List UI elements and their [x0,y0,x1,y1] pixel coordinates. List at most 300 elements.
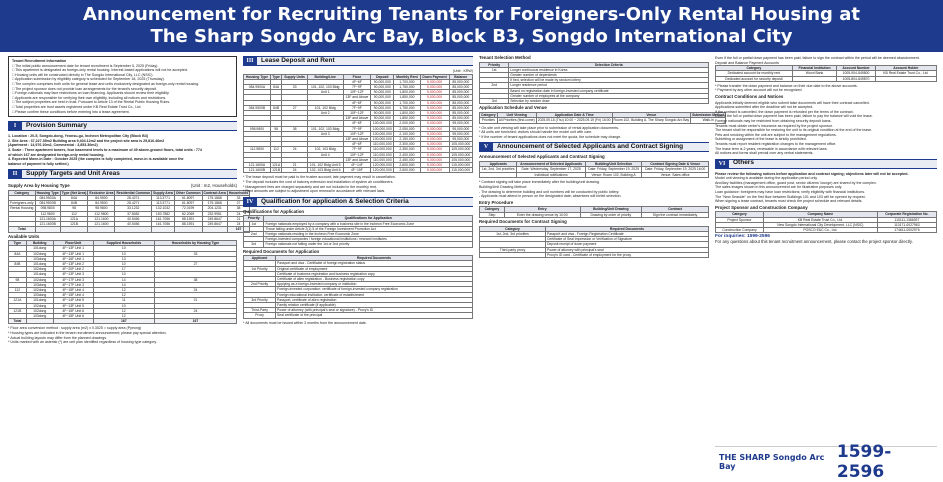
table-cell: 10F~12F [343,131,371,136]
table-cell: 98 [9,277,27,282]
table-cell: 2,050,000 [394,126,420,131]
table-cell: 72.0199 [174,206,202,211]
table-cell: 4F~14F Unit 5 [53,298,93,303]
table-cell: 85,000,000 [449,95,472,100]
column-header: Financial Institution [792,66,836,71]
text-line: - The drawing to determine building and unit numbers will be conducted by public lottery. [479,189,620,194]
footer-bar [715,441,937,482]
column-header: Supply Units [282,74,307,79]
table-cell: 167 [154,319,236,324]
text-line: 4. Expected Move-in Date : October 2025 (the complex is fully completed, move-in is available once the [8,157,184,162]
table-row [480,212,709,218]
table-cell: 37.8082 [115,211,152,216]
column-header: Residential Common [116,190,151,195]
text-line: * Floor area conversion method : supply area (m2) x 0.3025 = supply area (Pyeong) [8,326,142,331]
text-line: □ The subject properties are held in trust. Pursuant to Article 13 of the Rental Public Housing Rules. [12,100,171,105]
column-header: Required Documents [276,256,473,261]
table-cell [480,172,517,178]
column-header: Building/Line [307,74,343,79]
supply-area-caption [8,182,237,190]
table-cell: 1st Priority [244,266,276,271]
table-cell: 232.9951 [202,211,227,216]
table-cell: Individual notifications [517,172,585,178]
table-cell: Venue: Room 102, Building A [585,172,642,178]
title-line-2: The Sharp Songdo Arc Bay, Block B3, Songdo International City [150,26,793,47]
table-cell: 4F~15F Unit 4 [53,293,93,298]
table-cell: 10 [93,272,154,277]
section-number: VI [715,159,729,169]
table-row [9,211,250,216]
table-cell: 4F~15F Unit 6 [53,313,93,318]
table-cell: 103dong [26,256,53,261]
table-cell [53,319,93,324]
column-header: Floor/Unit [53,241,93,246]
contact-phone-number[interactable]: 1599-2596 [836,441,892,482]
table-cell: Foreign-invested companies / foreign educational institutions / research institutes [264,237,473,242]
table-cell: 10 [93,251,154,256]
table-cell: Seal certificate of the principal [276,313,473,318]
column-header: Category [480,207,505,212]
required-documents-table [243,255,473,318]
table-cell: 24 [154,287,236,292]
table-cell: 10F~12F [343,90,371,95]
table-cell: 7F~9F [343,147,371,152]
inquiry-box [715,235,937,244]
text-line: □ Applicants are responsible for verifying their own eligibility, including all notices and restrictions. [12,95,167,100]
table-row [244,313,473,318]
table-cell: 28.4271 [115,201,152,206]
text-line: □ Foreign nationals may face restrictions on loan financing. Applicants should review their eligibility. [12,91,170,96]
text-line: * The deposit includes the cost of balcony extension and installation of system air conditioners. [243,180,394,185]
table-cell [875,76,936,81]
table-cell: 4F~6F [343,121,371,126]
table-cell: 110,000,000 [371,147,394,152]
text-line: Model unit viewing is available during the application period only. [715,176,818,181]
text-line: □ The initial public announcement date for tenant recruitment is September 5, 2025 (Friday). [12,63,159,68]
documents-note: * All documents must be issued within 3 months from the announcement date. [243,320,367,325]
table-cell: Foreign nationals residing in the Incheon Free Economic Zone [264,232,473,237]
table-cell: 167 [93,319,154,324]
text-line: * Contract signing will take place immediately after the building/unit drawing. [479,180,600,185]
text-line: * Housing types are indicated in the tenant recruitment announcement; please pay special attention. [8,330,167,335]
table-cell: 33 [282,85,307,90]
section-title: Lease Deposit and Rent [261,56,335,64]
text-line: Subletting or assignment of the lease is strictly prohibited. [715,137,807,142]
table-cell: 12 [93,287,154,292]
table-cell: 1,700,000 [394,100,420,105]
table-cell [174,227,202,232]
text-line: □ The complex comprises both units for general lease and units exclusively designated as foreign-only rental housing. [12,81,200,86]
column-header: Supplied Households [93,241,154,246]
column-header: Account Number [837,66,876,71]
table-row [244,147,473,152]
account-notes [715,84,937,93]
table-cell: 7F~9F [343,126,371,131]
table-row [244,168,473,173]
column-2 [243,56,473,476]
announcement-header [0,0,943,52]
text-line: Deposit and Balance Payment Accounts [715,60,779,65]
table-cell: 27 [154,261,236,266]
unit-note: (Unit : m2, Households) [190,183,237,189]
table-cell: 105,000,000 [449,147,472,152]
table-cell: 100,000,000 [371,131,394,136]
table-cell: 121A [272,163,281,168]
schedule-title: Application Schedule and Venue [479,105,547,111]
table-cell: 84A [9,251,27,256]
text-line: The "New Seaside" on the first floor between Buildings 101 and 103 will be opened by request. [715,194,866,199]
table-cell: 121B [9,308,27,313]
table-cell: 10 [93,246,154,251]
text-line: □ The project sponsor does not provide loan arrangements for the tenant's security deposit. [12,86,158,91]
table-cell: 105,000,000 [449,157,472,162]
column-header: Building/Unit Selection [585,161,642,166]
table-cell: 1,700,000 [394,79,420,84]
table-cell: 249.8647 [202,222,227,227]
table-cell: 1005-804-849870 [837,76,876,81]
text-line: The lease term is 2 years, renewable in accordance with relevant laws. [715,146,828,151]
column-header: Balance [449,74,472,79]
table-cell: 1,750,000 [394,105,420,110]
column-header: Category [9,190,36,195]
section-announcement [479,142,709,152]
table-cell: 5,000,000 [420,79,449,84]
table-cell: Foreign-invested corporation: certificate of foreign-invested company registration [276,287,473,292]
table-cell: 2,100,000 [394,131,420,136]
column-header: Corporate Registration No. [877,212,936,217]
table-cell: 115,000,000 [449,163,472,168]
table-cell: 101, 102 Bldg Unit 5 [307,163,343,168]
text-line: The sales images shown in this announcement are for illustrative purposes only. [715,185,843,190]
table-cell: Venue: Sales office [642,172,709,178]
table-cell: 1st, 2nd, 3rd priorities [480,231,546,236]
schedule-table [479,112,726,124]
table-cell: Greater number of employees at the company [509,93,709,98]
table-cell: Longer continuous residence in Korea [509,67,709,72]
table-cell: 90,000,000 [371,79,394,84]
table-cell: 17 [93,267,154,272]
table-cell: 101dong [26,298,53,303]
text-line: All notices and forms shall prevail over any verbal statements. [715,151,814,156]
lease-notes [243,175,473,193]
table-cell: 4F~15F Unit 4 [53,287,93,292]
table-cell: 101, 102, 103 Bldg [307,85,343,90]
table-cell: Sign the contract immediately [642,212,709,218]
table-cell: 10 [93,303,154,308]
table-cell: 12 [93,308,154,313]
sponsor-table [715,211,937,233]
table-cell: 115,000,000 [449,168,472,173]
available-units-table [8,240,237,324]
table-cell: 5,000,000 [420,95,449,100]
table-cell: 4F~13F Unit 5 [53,303,93,308]
table-cell: 103dong [26,293,53,298]
text-line: When signing a lease contract, tenants must check the project schedule and relevant details. [715,199,863,204]
lease-unit-note: (Unit : KRW) [452,69,473,73]
table-cell: 90,000,000 [371,85,394,90]
sponsor-title: Project Sponsor and Construction Company [715,204,808,210]
column-header: Applicant [244,256,276,261]
table-cell: 61.8097 [174,201,202,206]
text-line: Applications submitted after the deadline will not be accepted. [715,105,814,110]
section-title: Others [733,159,754,167]
column-1 [8,56,249,476]
table-cell: 121.1600 [88,216,115,221]
text-line: * Rent amounts are subject to adjustment upon renewal in accordance with relevant laws. [243,189,386,194]
table-cell [115,227,152,232]
table-cell: 2,000,000 [394,121,420,126]
table-cell: Total [9,319,27,324]
table-cell: 4F~6F [343,79,371,84]
announcement-subtitle: Announcement of Selected Applicants and Contract Signing [479,154,605,160]
table-cell: 98 [270,126,282,131]
table-cell: Greater number of dependents [509,73,709,78]
column-header: Monthly Rent [394,74,420,79]
table-cell: 5,000,000 [420,147,449,152]
table-cell: 102dong [26,303,53,308]
column-header: Type [9,241,27,246]
column-header: Account Holder [875,66,936,71]
table-cell: 90,000,000 [371,90,394,95]
table-cell: 38 [154,277,236,282]
column-header: Floor [343,74,371,79]
table-cell: Third-party proxy [480,247,546,252]
text-line: * The lease deposit must be paid to the trustee account; late payment may result in cancellation. [243,175,396,180]
table-cell: Original certificate of employment [276,266,473,271]
total-row [9,227,250,232]
table-cell: 13F and Above [343,157,371,162]
table-cell: 88.1591 [174,216,202,221]
section-title: Supply Targets and Unit Areas [26,169,120,177]
table-cell: 5,000,000 [420,111,449,116]
text-line: - Applicants must attend in person on the designated date; absentees will forfeit selection. [479,194,622,199]
table-cell: Proxy [244,313,276,318]
text-line: □ Please confirm these conditions before entering into a lease agreement. [12,109,130,114]
table-cell [202,227,227,232]
column-header: Applicants [480,161,517,166]
text-line: 2. Site Area : 37,227.35m2 Building area 9,404.12m2 and the project site area is 29,816.46m2 [8,138,165,143]
inquiry-title: For inquiries: 1599-2596 [715,234,770,240]
column-header: Housing Type [244,74,271,79]
text-line: If the contract is cancelled, the down payment is refunded per the terms of the contract. [715,109,854,114]
text-line: Even if the full or partial down payment has been paid, failure to sign the contract within the period will be deemed abandonment. [715,56,920,60]
table-cell: Passport and visa - Certificate of foreign registration status [276,261,473,266]
section-supply-targets [8,169,237,179]
table-cell: 100,000,000 [371,121,394,126]
text-line: * On-site unit viewing will take place prior to submission of rental application documents. [479,125,620,130]
column-header: Category [480,226,546,231]
column-header: Type [272,74,280,79]
column-header: Deposit [371,74,394,79]
table-cell: 1st, 2nd, 3rd priorities [480,167,517,173]
provision-lines [8,134,237,166]
table-cell: 33 [227,196,249,201]
table-row [480,99,709,104]
table-cell: 84B [9,261,27,266]
table-cell: 13F and Above [343,137,371,142]
column-3 [479,55,725,476]
table-cell: 10 [93,261,154,266]
table-cell: 4F~17F Unit 3 [53,282,93,287]
table-cell: If tied, selection will be made by random lottery [509,78,709,83]
table-cell: 204.1231 [202,206,227,211]
text-line: * Please transfer the down payment and balance on their due date to the above accounts. [715,83,858,88]
table-row [480,252,709,257]
table-cell: 4F~13F Unit 3 [53,272,93,277]
table-cell: 084.9500B [244,105,271,110]
lease-deposit-table [243,74,473,174]
brand-logo-text: THE SHARP Songdo Arc Bay [719,452,825,471]
table-cell: 84A [270,85,282,90]
announcement-notes [479,180,709,198]
table-cell: 150.7882 [152,211,175,216]
table-cell: 112 [270,147,282,152]
column-header: Type (Net Area) [61,190,87,195]
column-header: Qualifications for Application [264,216,473,221]
entry-procedure-table [479,206,709,218]
table-cell: Priorities [480,118,498,124]
table-cell: Power of attorney (with principal's seal or signature) - Proxy's ID [276,308,473,313]
table-cell: 33.1232 [115,206,152,211]
table-cell: 4F~6F [343,100,371,105]
table-cell: Unit 2 [307,111,343,116]
text-line: * Units marked with an asterisk (*) are unit plan identified regardless of housing type category. [8,340,157,345]
table-cell: Date: Friday, September 19, 2025 16:00 [642,167,709,173]
table-cell: 084.9500A [244,85,271,90]
table-cell: 98.9800 [88,206,115,211]
table-cell [26,319,53,324]
section-number: II [8,169,22,179]
table-cell: Certificate of business registration and business registration copy [276,271,473,276]
table-row [244,242,473,247]
column-header: Building/Unit Drawing [580,207,642,212]
table-cell: 90,000,000 [371,100,394,105]
section-title: Qualification for application & Selection Criteria [261,197,409,205]
table-cell: Woori Bank [792,71,836,76]
table-cell: 3rd [480,99,509,104]
table-cell: 84B [60,201,88,206]
column-header: Announcement of Selected Applicants [517,161,585,166]
table-cell: 24 [227,211,249,216]
table-cell: 101dong [26,272,53,277]
contract-docs-title: Required Documents for Contract Signing [479,219,567,225]
table-cell: Room 102, Building A, The Sharp Songdo Arc Bay [613,118,690,123]
table-cell: All Priorities (first-come) [498,118,535,123]
table-cell: 5,000,000 [420,163,449,168]
column-header: Supply Area [153,190,173,195]
table-cell [60,227,88,232]
column-header: Exclusive Area [89,190,114,195]
table-cell: 249.8647 [202,216,227,221]
table-row [9,206,250,211]
table-cell: 11 [93,298,154,303]
column-header: Contract Area [203,190,226,195]
text-line: balance of payment is fully settled.) [8,161,69,166]
table-cell: Selection by random draw [509,99,709,104]
table-cell: Passport and visa - Foreign Registration Certificate [545,231,708,236]
table-cell: 161.7056 [152,216,175,221]
table-cell: 098.9800 [35,206,60,211]
table-cell: Certificate of Seal Impression or Verification of Signature [545,237,708,242]
table-cell: 4F~6F [343,142,371,147]
table-cell: 1005-904-849800 [837,71,876,76]
table-cell: 4F~20F Unit 2 [53,267,93,272]
table-cell: Drawing by order of priority [580,212,642,218]
payment-intro [715,56,937,65]
table-cell: 4F~13F Unit 2 [53,261,93,266]
text-line: Building/Unit Drawing Method [479,184,527,189]
table-cell: 4F~13F Unit 1 [53,251,93,256]
table-cell: 3rd [244,242,264,247]
column-header: Category [716,66,793,71]
table-cell: 95,000,000 [449,131,472,136]
table-cell: 21 [282,163,307,168]
table-cell: 13F and Above [343,116,371,121]
table-cell: 103dong [26,282,53,287]
table-cell: Third-Party [244,308,276,313]
table-cell: 1st [480,67,509,72]
table-cell: 2nd [480,83,509,88]
table-cell: 084.9500A [35,196,60,201]
table-cell: 102, 103 Bldg Unit 6 [307,168,343,173]
table-cell: 98 [60,206,88,211]
table-cell: 113.3771 [152,201,175,206]
column-header: Selection Criteria [509,62,709,67]
text-line: Pets and smoking within the unit are subject to the management regulations. [715,132,837,137]
table-cell: Date: Friday, September 19, 2025 [585,167,642,173]
table-cell: 120,000,000 [371,163,394,168]
section-provision-summary [8,121,237,131]
table-cell: Dedicated account for monthly rent [716,71,793,76]
table-cell: 112.9800 [244,147,271,152]
column-header: Priority [244,216,264,221]
table-cell: 112.9800 [35,211,60,216]
table-cell: 2,350,000 [394,147,420,152]
payment-accounts-table [715,65,937,82]
column-header: Other Common [175,190,201,195]
column-header: Households [228,190,249,195]
table-cell: 161.7056 [152,222,175,227]
table-cell: 10F~12F [343,152,371,157]
text-line: □ Application submission by eligibility category is scheduled for September 18, 2025 (Thursday). [12,77,165,82]
column-header: Unit Viewing [497,112,536,117]
table-cell: 121A [9,298,27,303]
table-cell: 4F~13F Unit 1 [53,246,93,251]
table-cell: 7F~9F [343,85,371,90]
table-cell: 5,000,000 [420,90,449,95]
table-cell: Project Sponsor [716,217,764,222]
table-cell: POSCO E&C Co., Ltd. [763,228,877,233]
table-cell: 13F and Above [343,95,371,100]
column-header: Category [716,212,764,217]
text-line: 3. Scale : Three apartment towers, four basement levels to a maximum of 49 above-ground floors, total units : 774 [8,147,202,152]
table-cell: 33 [154,251,236,256]
table-cell: 2,600,000 [394,168,420,173]
table-cell: 24 [282,147,307,152]
table-cell: 85,000,000 [449,90,472,95]
text-line: * All units are furnished; visitors should handle the model unit with care. [479,130,593,135]
table-cell: 132.1032 [152,206,175,211]
table-row [716,228,937,233]
table-cell: Rental Housing [10,206,34,211]
table-cell: 95,000,000 [449,126,472,131]
table-cell: 13 [93,256,154,261]
contract-documents-table [479,226,709,258]
table-cell: Unit 1 [307,90,343,95]
column-header: Submission Method [692,112,725,117]
section-title: Provision Summary [26,121,88,129]
text-line: 1. Location : 20-5, Songdo-dong, Yeonsu-gu, Incheon Metropolitan City (Block B3) [8,134,148,139]
